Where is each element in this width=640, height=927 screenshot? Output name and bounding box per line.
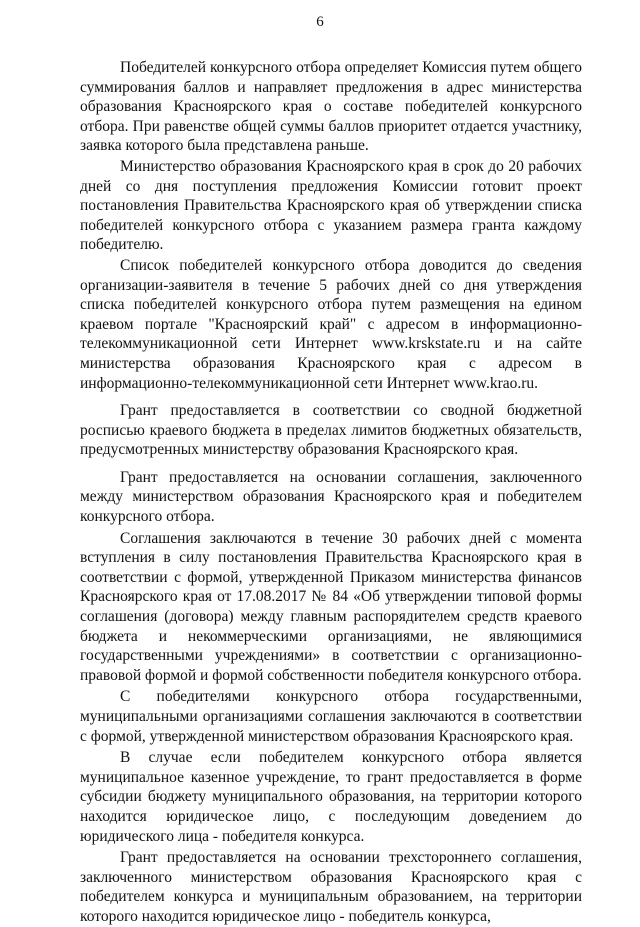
paragraph-tripartite-agreement: Грант предоставляется на основании трехстороннего соглашения, заключенного министерством образования Красноярского края с победителем конкурса и муниципальным образованием, на территории которого находится юридическое лицо - победитель конкурса, (80, 849, 582, 925)
paragraph-ministry-resolution: Министерство образования Красноярского края в срок до 20 рабочих дней со дня поступления предложения Комиссии готовит проект постановления Правительства Красноярского края об утверждении списка победителей конкурсного отбора с указанием размера гранта каждому победителю. (80, 157, 582, 254)
paragraph-list-publication: Список победителей конкурсного отбора доводится до сведения организации-заявителя в течение 5 рабочих дней со дня утверждения списка победителей конкурсного отбора путем размещения на едином краевом портале "Красноярский край" с адресом в информационно-телекоммуникационной сети Интернет www.krskstate.ru и на сайте министерства образования Красноярского края с адресом в информационно-телекоммуникационной сети Интернет www.krao.ru. (80, 256, 582, 392)
document-body (80, 58, 582, 927)
paragraph-winners-determination: Победителей конкурсного отбора определяет Комиссия путем общего суммирования баллов и направляет предложения в адрес министерства образования Красноярского края о составе победителей конкурсного отбора. При равенстве общей суммы баллов приоритет отдается участнику, заявка которого была представлена раньше. (80, 59, 582, 155)
paragraph-municipal-institution: В случае если победителем конкурсного отбора является муниципальное казенное учреждение, то грант предоставляется в форме субсидии бюджету муниципального образования, на территории которого находится юридическое лицо, с последующим доведением до юридического лица - победителя конкурса. (80, 749, 582, 845)
page-number: 6 (316, 14, 324, 30)
paragraph-grant-agreement: Грант предоставляется на основании соглашения, заключенного между министерством образования Красноярского края и победителем конкурсного отбора. (80, 468, 582, 526)
paragraph-state-organizations: С победителями конкурсного отбора государственными, муниципальными организациями соглашения заключаются в соответствии с формой, утвержденной министерством образования Красноярского края. (80, 688, 582, 745)
paragraph-grant-budget: Грант предоставляется в соответствии со сводной бюджетной росписью краевого бюджета в пределах лимитов бюджетных обязательств, предусмотренных министерству образования Красноярского края. (80, 402, 582, 459)
paragraph-agreement-terms: Соглашения заключаются в течение 30 рабочих дней с момента вступления в силу постановления Правительства Красноярского края в соответствии с формой, утвержденной Приказом министерства финансов Красноярского края от 17.08.2017 № 84 «Об утверждении типовой формы соглашения (договора) между главным распорядителем средств краевого бюджета и некоммерческими организациями, не являющимися государственными учреждениями» в соответствии с организационно-правовой формой и формой собственности победителя конкурсного отбора. (80, 529, 582, 684)
